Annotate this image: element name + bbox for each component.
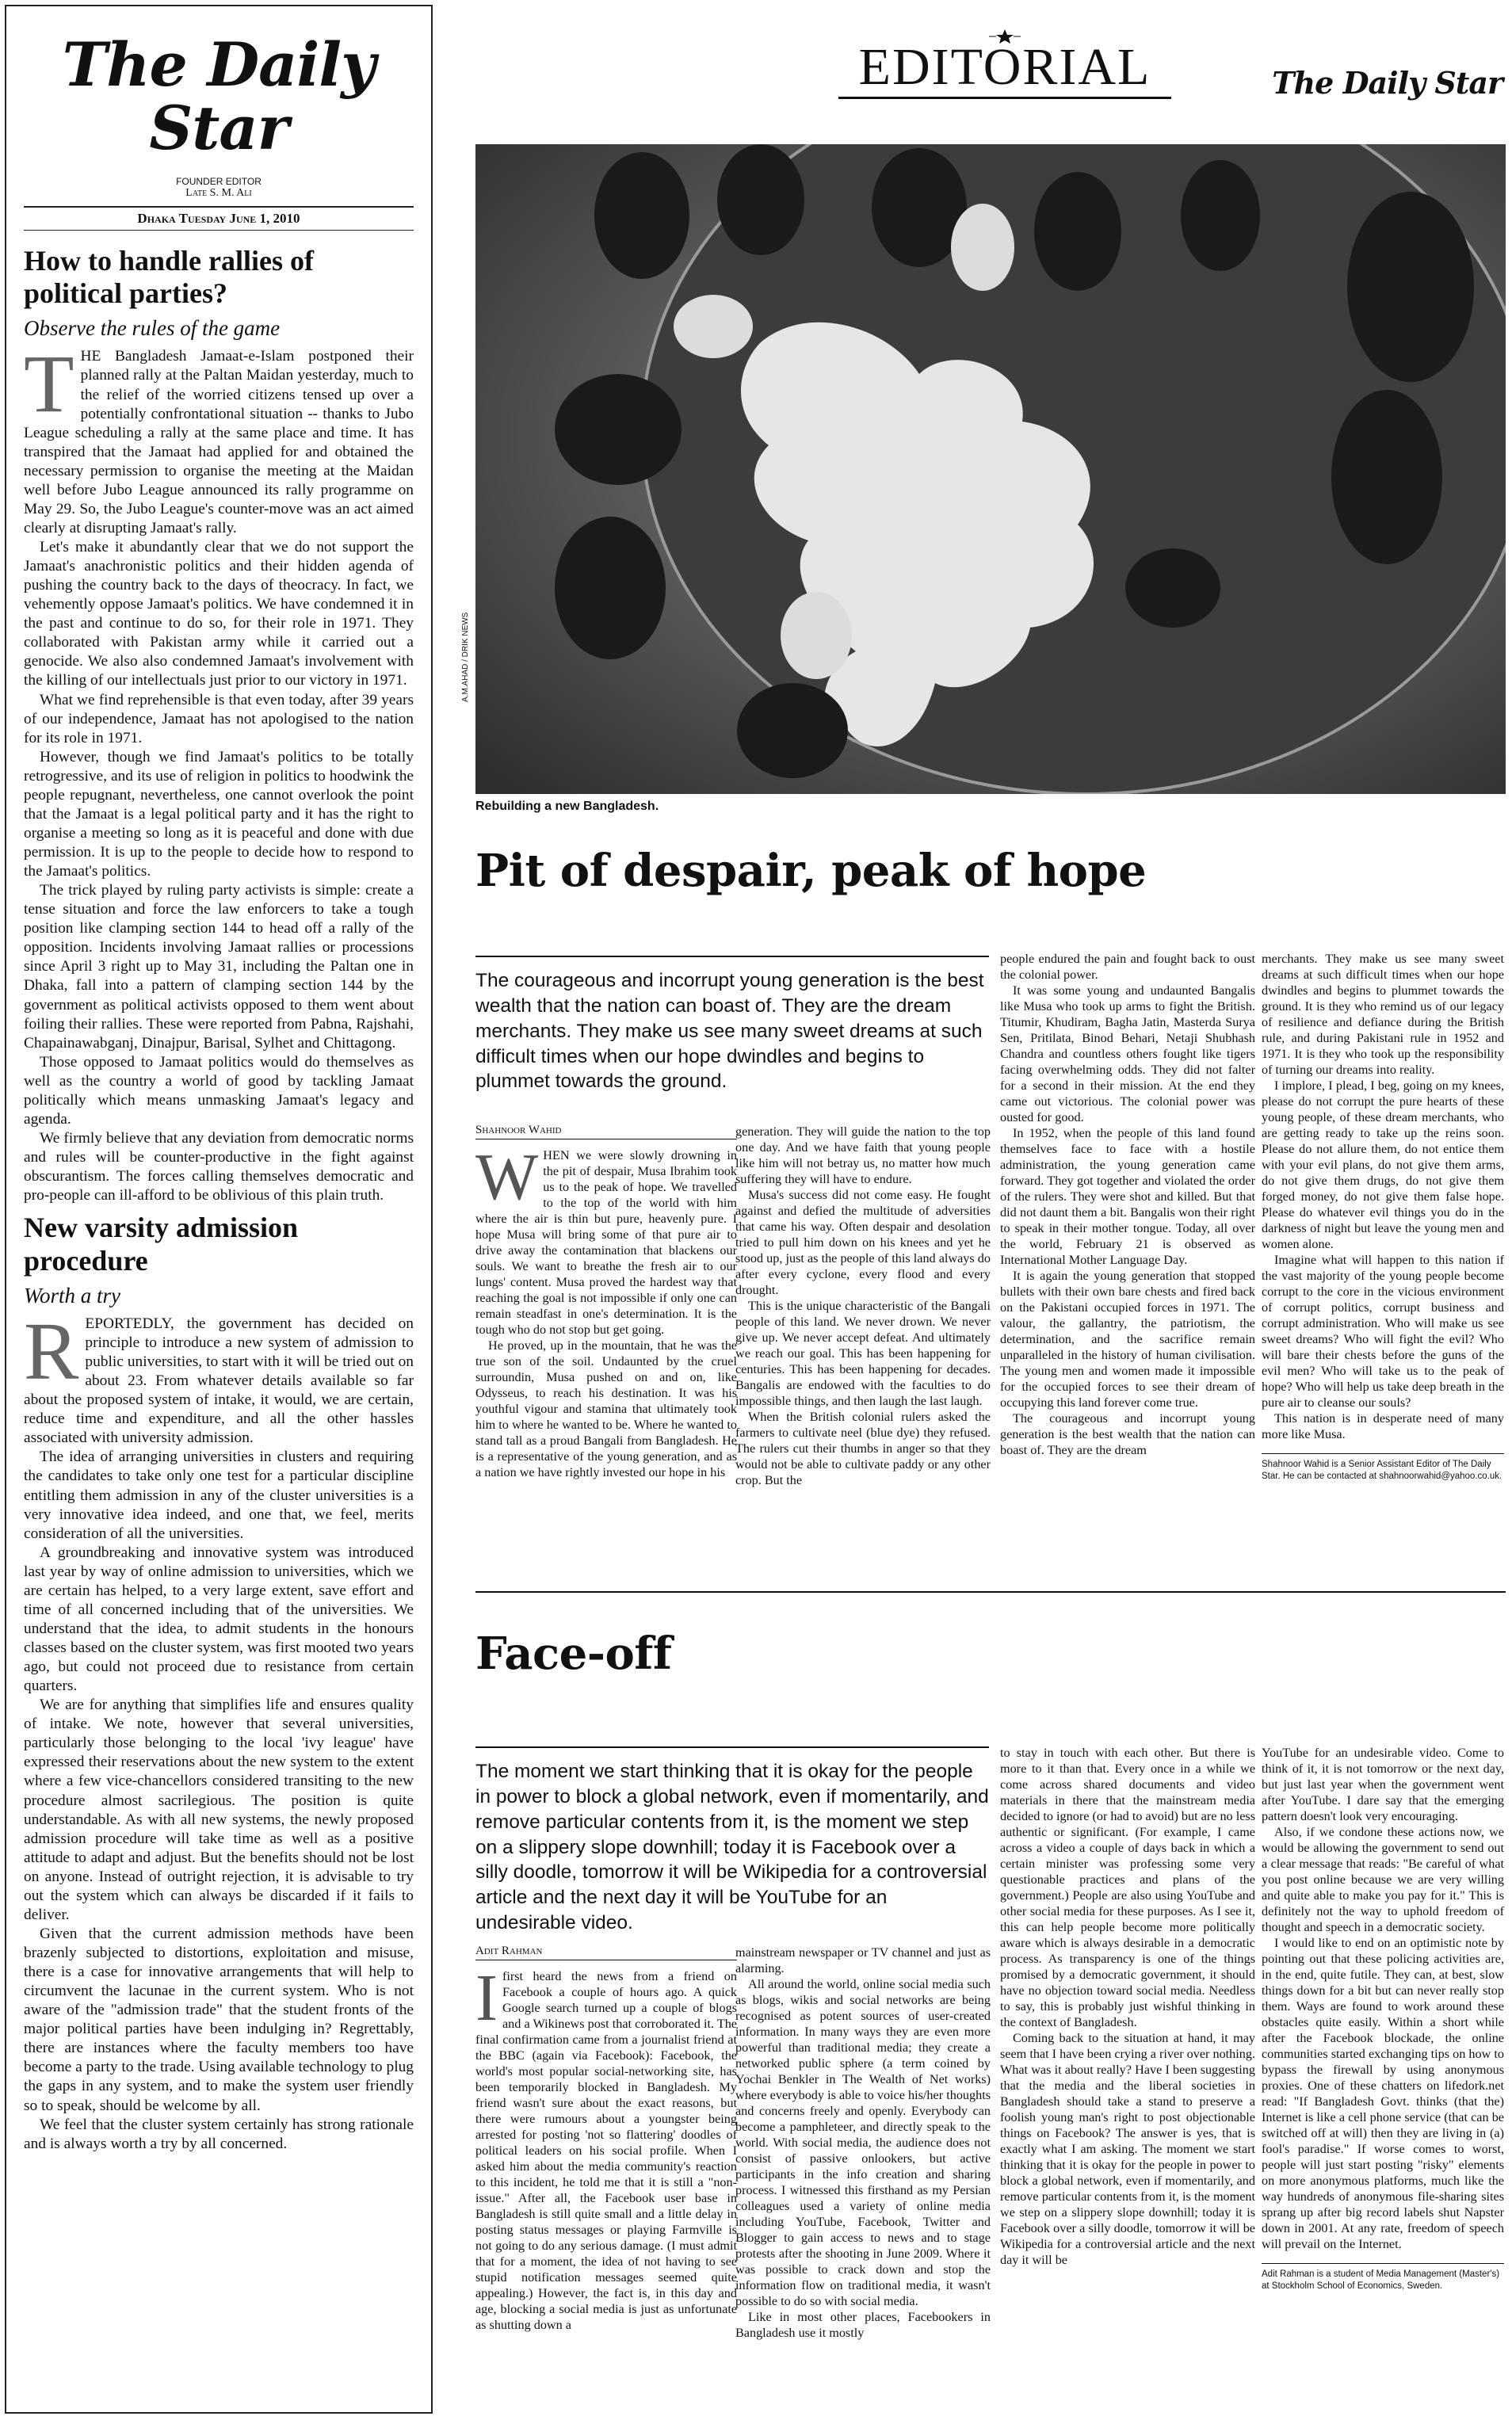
article-standfirst: The moment we start thinking that it is okay for the people in power to block a global network, even if momentarily, and remove particular contents from it, is the moment we step on a slippery slope downhill; today it is Facebook over a silly doodle, tomorrow it will be Wikipedia for a controversial article and the next day it will be YouTube for an undesirable video. xyxy=(475,1746,989,1936)
drop-cap: R xyxy=(24,1305,79,1397)
photo-illustration xyxy=(475,144,1506,794)
article-column xyxy=(735,1124,991,1575)
paragraph: Musa's success did not come easy. He fought against and defied the multitude of adversities that came his way. Often despair and desolation tried to pull him down on his knees and yet he stood up, just as the people of this land always do after every cyclone, every flood and every drought. xyxy=(735,1188,991,1297)
drop-cap: W xyxy=(475,1147,539,1214)
article-column xyxy=(1000,951,1255,1577)
editorial-admission xyxy=(24,1212,414,2154)
article-title: Face-off xyxy=(475,1628,672,1680)
paragraph: Like in most other places, Facebookers in Bangladesh use it mostly xyxy=(735,2310,991,2340)
paragraph: Also, if we condone these actions now, we would be allowing the government to send out a clear message that reads: "Be careful of what you post online because we are very willing and quite able to make you pay for it." This is definitely not the way to uphold freedom of thought and speech in a democratic society. xyxy=(1262,1825,1504,1934)
section-divider xyxy=(475,1591,1506,1593)
paragraph: merchants. They make us see many sweet dreams at such difficult times when our hope dwindles and begins to plummet towards the ground. It is they who remind us of our legacy of resilience and defiance during the British rule, and during Pakistani rule in 1952 and 1971. It is they who took up the responsibility of turning our dreams into reality. xyxy=(1262,952,1504,1077)
article-byline: Shahnoor Wahid xyxy=(475,1124,737,1139)
author-bio: Shahnoor Wahid is a Senior Assistant Editor of The Daily Star. He can be contacted at shahnoorwahid@yahoo.co.uk. xyxy=(1262,1453,1504,1483)
paragraph: What we find reprehensible is that even today, after 39 years of our independence, Jamaat has not apologised to the nation for its role in 1971. xyxy=(24,691,414,746)
paragraph: This is the unique characteristic of the Bangali people of this land. We never drown. We never give up. We never accept defeat. And ultimately we reach our goal. This has been happening for centuries. This has been happening for decades. Bangalis are endowed with the faculties to do impossible things, and then laugh the last laugh. xyxy=(735,1299,991,1408)
article-column xyxy=(735,1945,991,2412)
paragraph: Given that the current admission methods have been brazenly subjected to distortions, exploitation and misuse, there is a case for innovative arrangements that will help to circumvent the lacunae in the current system. Who is not aware of the "admission trade" that the student fronts of the major political parties have been indulging in? Regrettably, there are instances where the faculty members too have become a party to the trade. Using available technology to plug the gaps in any system, and to make the system user friendly so to speak, should be welcome by all. xyxy=(24,1925,414,2114)
paragraph: Coming back to the situation at hand, it may seem that I have been crying a river over nothing. What was it about really? Have I been suggesting that the media and the liberal societies in Bangladesh should take a stand to preserve a foolish young man's right to post objectionable things on Facebook? The answer is yes, that is exactly what I am asking. The moment we start thinking that it is okay for the people in power to block a global network, even if momentarily, and remove particular contents from it, is the moment we step on a slippery slope downhill; today it is Facebook over a silly doodle, tomorrow it will be Wikipedia for a controversial article and the next day it will be xyxy=(1000,2031,1255,2267)
section-header xyxy=(838,29,1171,99)
author-bio: Adit Rahman is a student of Media Management (Master's) at Stockholm School of Economics, Sweden. xyxy=(1262,2263,1504,2292)
paragraph: I implore, I plead, I beg, going on my knees, please do not corrupt the pure hearts of these young people, of these dream merchants, who are getting ready to take up the reins soon. Please do not allure them, do not entice them with your evil plans, do not give them arms, do not give them drugs, do not give them forged money, do not give them false hope. Please do whatever evil things you do in the darkness of night but leave the young men and women alone. xyxy=(1262,1078,1504,1251)
masthead-title: The Daily Star xyxy=(62,29,376,163)
paragraph: WHEN we were slowly drowning in the pit of despair, Musa Ibrahim took us to the peak of hope. We travelled to the top of the world with him where the air is thin but pure, heavenly pure. I hope Musa will bring some of that pure air to drive away the contamination that blackens our souls. We want to breathe the fresh air to our lungs' content. Musa proved the hardest way that reaching the goal is not impossible if only one can remain steadfast in one's determination. It is the tough who do not stop but get going. xyxy=(475,1147,737,1337)
paragraph: generation. They will guide the nation to the top one day. And we have faith that young people like him will not betray us, no matter how much suffering they will have to endure. xyxy=(735,1124,991,1186)
article-byline: Adit Rahman xyxy=(475,1945,737,1960)
small-masthead: The Daily Star xyxy=(1272,65,1502,101)
feature-photo xyxy=(475,144,1506,794)
drop-cap: I xyxy=(475,1968,498,2035)
founder-name: Late S. M. Ali xyxy=(185,186,252,199)
opinion-page xyxy=(450,5,1506,2414)
paragraph: Ifirst heard the news from a friend on Facebook a couple of hours ago. A quick Google search turned up a couple of blogs and a Wikinews post that corroborated it. The final confirmation came from a journalist friend at the BBC (again via Facebook): Facebook, the world's most popular social-networking site, has been temporarily blocked in Bangladesh. My friend wasn't sure about the exact reasons, but there were rumours about a youngster being arrested for posting 'not so flattering' doodles of political leaders on his social profile. When I asked him about the media community's reaction to this incident, he told me that it is still a "non-issue." After all, the Facebook user base in Bangladesh is still quite small and a little delay in posting status messages or playing Farmville is not going to do any serious damage. (I must admit that for a moment, the idea of not having to see stupid notification messages seemed quite appealing.) However, the fact is, in this day and age, blocking a social media is just as unfortunate as shutting down a xyxy=(475,1968,737,2332)
paragraph: It is again the young generation that stopped bullets with their own bare chests and fired back on the Pakistani occupied forces in 1971. The valour, the gallantry, the patriotism, the determination, and the sacrifice remain unparalleled in the history of human civilisation. The young men and women made it impossible for the occupied forces to see their dream of occupying this land forever come true. xyxy=(1000,1269,1255,1410)
paragraph: I would like to end on an optimistic note by pointing out that these policing activities are, in the end, quite futile. They can, at best, slow things down for a bit but can never really stop them. Ways are found to work around these obstacles quite easily. Within a short while after the Facebook blockade, the online communities started exchanging tips on how to bypass the firewall by using anonymous proxies. One of these chatters on lifedork.net read: "If Bangladesh Govt. thinks (that the) Internet is like a cell phone service (that can be switched off at will) then they are living in (a) fool's paradise." If worse comes to worst, people will just start posting "risky" elements on more anonymous platforms, much like the way hundreds of anonymous file-sharing sites sprang up after big record labels shut Napster down in 2001. At any rate, freedom of speech will prevail on the Internet. xyxy=(1262,1936,1504,2251)
editorial-title: New varsity admission procedure xyxy=(24,1212,299,1277)
paragraph: When the British colonial rulers asked the farmers to cultivate neel (blue dye) they refused. The rulers cut their thumbs in anger so that they would not be able to cultivate paddy or any other crop. But the xyxy=(735,1410,991,1487)
paragraph: to stay in touch with each other. But there is more to it than that. Every once in a while we come across shared documents and video materials in there that the mainstream media decided to ignore (or had to avoid) but are no less authentic or significant. (For example, I came across a video a couple of days back in which a certain minister was professing some very questionable practices and plans of the government.) People are also using YouTube and other social media for these purposes. As I see it, this can help people become more politically aware which is always desirable in a democratic process. As transparency is one of the things promised by a democratic government, it should have no objection toward social media. Needless to say, this is probably just wishful thinking in the context of Bangladesh. xyxy=(1000,1746,1255,2029)
paragraph: Imagine what will happen to this nation if the vast majority of the young people become corrupt to the core in the vicious environment of corrupt politics, corrupt business and corrupt administration. Who will make us see sweet dreams? Who will fight the evil? Who will bare their chests before the guns of the evil men? Who will take us to the peak of hope? Who will help us take deep breath in the pure air to cleanse our souls? xyxy=(1262,1253,1504,1410)
article-standfirst: The courageous and incorrupt young generation is the best wealth that the nation can boast of. They are the dream merchants. They make us see many sweet dreams at such difficult times when our hope dwindles and begins to plummet towards the ground. xyxy=(475,956,989,1094)
paragraph: All around the world, online social media such as blogs, wikis and social networks are being recognised as potent sources of user-created information. In many ways they are even more powerful than traditional media; they create a networked public sphere (a term coined by Yochai Benkler in The Wealth of Net works) where everybody is able to voice his/her thoughts and concerns freely and openly. Everybody can become a pamphleteer, and directly speak to the world. With social media, the audience does not consist of passive onlookers, but active participants in the info creation and sharing process. I witnessed this firsthand as my Persian colleagues used a variety of online media including YouTube, Facebook, Twitter and Blogger to gain access to news and to stage protests after the shooting in June 2009. Where it was possible to crack down and stop the information flow on traditional media, it wasn't possible to do so with social media. xyxy=(735,1977,991,2308)
editorial-rallies xyxy=(24,245,414,1206)
paragraph: The trick played by ruling party activists is simple: create a tense situation and force the law enforcers to take a tough position like clamping section 144 to head off a rally of the opposition. Incidents involving Jamaat rallies or processions since April 3 right up to May 31, including the Paltan one in Dhaka, fall into a pattern of clamping section 144 by the government as political activists opposed to them went about foiling their rallies. These were reported from Pabna, Rajshahi, Chapainawabganj, Dinajpur, Barisal, Sylhet and Chittagong. xyxy=(24,882,414,1052)
paragraph: We are for anything that simplifies life and ensures quality of intake. We note, however that several universities, particularly those belonging to the local 'ivy league' have expressed their reservations about the new system to the extent where a few vice-chancellors considered transiting to the new procedure almost sacrilegious. The position is quite understandable. As with all new systems, the newly proposed admission procedure will take time as well as a positive attitude to adapt and adjust. But the benefits should not be lost on anyone. Instead of outright rejection, it is advisable to try out the system which can always be discarded if it fails to deliver. xyxy=(24,1697,414,1923)
paragraph: We firmly believe that any deviation from democratic norms and rules will be counter-productive in the fight against obscurantism. The forces calling themselves democratic and pro-people can ill-afford to be oblivious of this plain truth. xyxy=(24,1129,414,1204)
photo-credit: A.M.AHAD / DRIK NEWS xyxy=(461,612,470,702)
paragraph: mainstream newspaper or TV channel and just as alarming. xyxy=(735,1945,991,1975)
photo-caption: Rebuilding a new Bangladesh. xyxy=(475,800,659,813)
paragraph: Those opposed to Jamaat politics would do themselves as well as the country a world of good by tackling Jamaat politically which means unmasking Jamaat's legacy and agenda. xyxy=(24,1053,414,1128)
editorial-column xyxy=(5,5,433,2414)
paragraph: He proved, up in the mountain, that he was the true son of the soil. Undaunted by the cruel surroundin, Musa pushed on and on, like Odysseus, to reach his destination. It was his youthful vigour and stamina that ultimately took him to where he wanted to be. Where he wanted to stand tall as a proud Bangali from Bangladesh. He is a representative of the young generation, and as a nation we have rightly invested our hope in his xyxy=(475,1338,737,1479)
article-title: Pit of despair, peak of hope xyxy=(475,845,1147,897)
section-title: EDITORIAL xyxy=(838,41,1171,99)
article-column xyxy=(475,1968,737,2412)
drop-cap: T xyxy=(24,338,74,430)
paragraph: The courageous and incorrupt young generation is the best wealth that the nation can boast of. They are the dream xyxy=(1000,1411,1255,1457)
founder-label: FOUNDER EDITOR xyxy=(176,175,262,187)
paragraph: We feel that the cluster system certainly has strong rationale and is always worth a try by all concerned. xyxy=(24,2116,414,2152)
article-column xyxy=(1262,951,1504,1577)
paragraph: In 1952, when the people of this land found themselves face to face with a hostile administration, the young generation came forward. They got together and violated the order of the rulers. They were shot and killed. But that did not daunt them a bit. Bangalis won their right to speak in their mother tongue. Today, all over the world, February 21 is observed as International Mother Language Day. xyxy=(1000,1126,1255,1267)
article-column xyxy=(1262,1745,1504,2412)
paragraph: REPORTEDLY, the government has decided on principle to introduce a new system of admission to public universities, to start with it will be tried out on about 23. From whatever details available so far about the proposed system of intake, it would, we are certain, reduce time and expenditure, and all the other hassles associated with university admission. xyxy=(24,1305,414,1447)
paragraph: Let's make it abundantly clear that we do not support the Jamaat's anachronistic politics and their hidden agenda of pushing the country back to the days of theocracy. In fact, we vehemently oppose Jamaat's politics. We have condemned it in the past and continue to do so, for their role in 1971. They collaborated with Pakistan army while it carried out a genocide. We also also condemned Jamaat's involvement with the killing of our intellectuals just prior to our victory in 1971. xyxy=(24,539,414,689)
paragraph: However, though we find Jamaat's politics to be totally retrogressive, and its use of religion in politics to hoodwink the people repugnant, nevertheless, one cannot overlook the point that the Jamaat is a legal political party and it has the right to organise a meeting so long as it is peaceful and done with due permission. It is up to the people to decide how to respond to the Jamaat's politics. xyxy=(24,748,414,880)
paragraph: The idea of arranging universities in clusters and requiring the candidates to take only one test for a particular discipline entitling them admission in any of the cluster universities is a very innovative idea indeed, and one that, we feel, merits consideration of all the universities. xyxy=(24,1449,414,1542)
editorial-title: How to handle rallies of political parties? xyxy=(24,244,314,309)
paragraph: THE Bangladesh Jamaat-e-Islam postponed their planned rally at the Paltan Maidan yesterday, much to the relief of the worried citizens tensed up over a potentially confrontational situation -- thanks to Jubo League scheduling a rally at the same place and time. It has transpired that the Jamaat had applied for and obtained the necessary permission to organise the meeting at the Maidan well before Jubo League announced its rally programme on May 29. So, the Jubo League's counter-move was an act aimed clearly at disrupting Jamaat's rally. xyxy=(24,338,414,536)
paragraph: YouTube for an undesirable video. Come to think of it, it is not tomorrow or the next day, but just last year when the government went after YouTube. I dare say that the emerging pattern doesn't look very encouraging. xyxy=(1262,1746,1504,1823)
editorial-subtitle: Observe the rules of the game xyxy=(24,316,281,341)
editorial-subtitle: Worth a try xyxy=(24,1283,121,1307)
dateline: Dhaka Tuesday June 1, 2010 xyxy=(24,206,414,231)
article-column xyxy=(475,1147,737,1575)
paragraph: It was some young and undaunted Bangalis like Musa who took up arms to fight the British. Titumir, Khudiram, Bagha Jatin, Masterda Surya Sen, Pritilata, Binod Behari, Netaji Shubhash Chandra and countless others fought like tigers facing overwhelming odds. They did not falter for a second in their mission. At the end they came out victorious. The colonial power was ousted for good. xyxy=(1000,983,1255,1124)
paragraph: This nation is in desperate need of many more like Musa. xyxy=(1262,1411,1504,1441)
article-column xyxy=(1000,1745,1255,2412)
paragraph: people endured the pain and fought back to oust the colonial power. xyxy=(1000,952,1255,982)
paragraph: A groundbreaking and innovative system was introduced last year by way of online admission to universities, which we are certain has helped, to a very large extent, save effort and time of all concerned including that of the universities. We understand that the idea, to admit students in the honours classes based on the cluster system, was first mooted two years ago, but could not proceed due to resistance from certain quarters. xyxy=(24,1544,414,1695)
